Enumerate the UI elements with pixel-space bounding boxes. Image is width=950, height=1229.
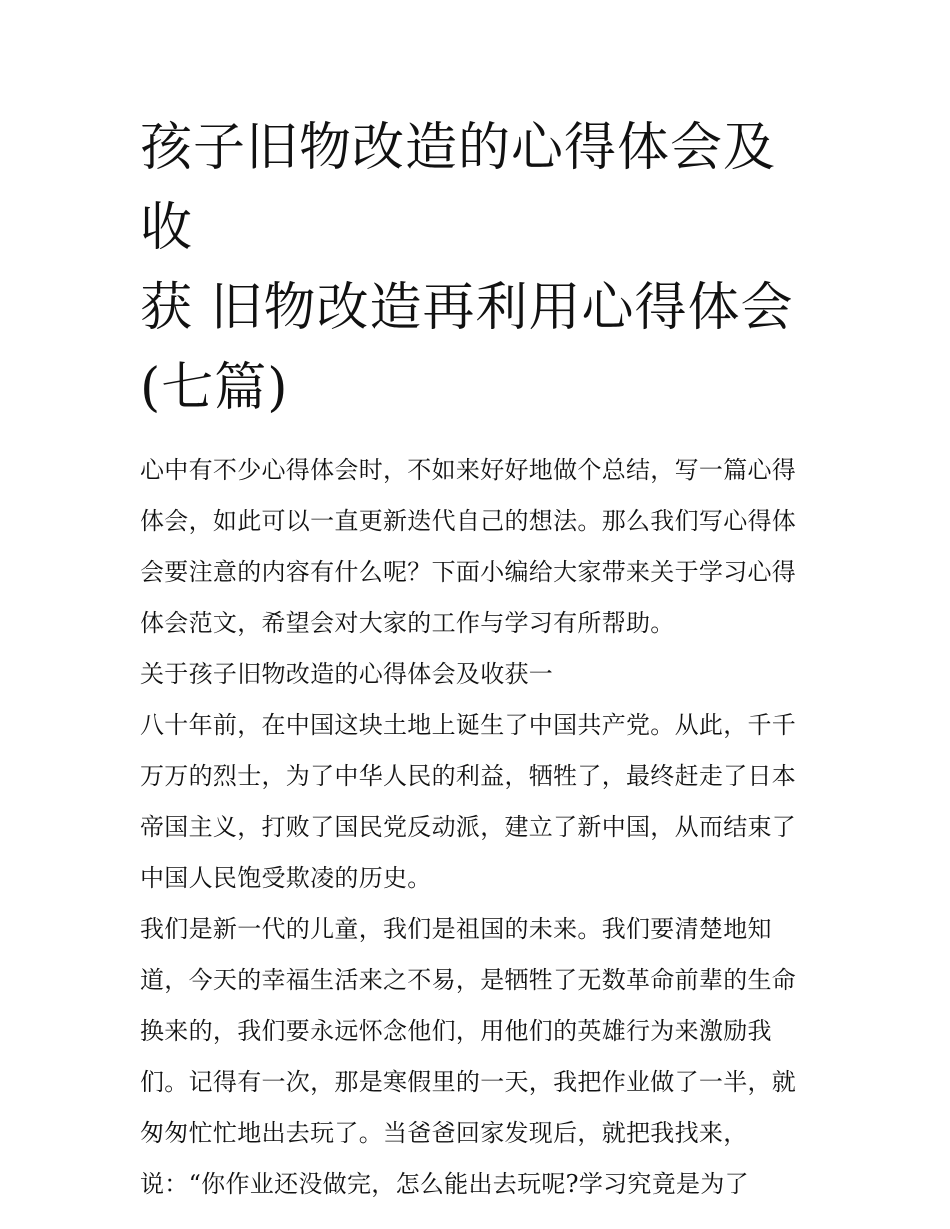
text-line: 心中有不少心得体会时，不如来好好地做个总结，写一篇心得 (140, 456, 797, 484)
document-content (140, 108, 820, 1210)
document-title (140, 108, 820, 428)
text-line: 帝国主义，打败了国民党反动派，建立了新中国，从而结束了 (140, 813, 797, 841)
text-line: 匆匆忙忙地出去玩了。当爸爸回家发现后，就把我找来， (140, 1119, 748, 1147)
text-line: 体会范文，希望会对大家的工作与学习有所帮助。 (140, 609, 675, 637)
text-line: 会要注意的内容有什么呢？下面小编给大家带来关于学习心得 (140, 558, 797, 586)
text-line: 万万的烈士，为了中华人民的利益，牺牲了，最终赶走了日本 (140, 762, 797, 790)
title-line: 获 旧物改造再利用心得体会 (140, 278, 794, 338)
section-heading (140, 649, 820, 700)
text-line: 们。记得有一次，那是寒假里的一天，我把作业做了一半，就 (140, 1068, 797, 1096)
text-line: 我们是新一代的儿童，我们是祖国的未来。我们要清楚地知 (140, 915, 772, 943)
title-line: 孩子旧物改造的心得体会及收 (140, 118, 777, 258)
history-paragraph (140, 700, 820, 904)
text-line: 体会，如此可以一直更新迭代自己的想法。那么我们写心得体 (140, 507, 797, 535)
text-line: 中国人民饱受欺凌的历史。 (140, 864, 432, 892)
text-line: 关于孩子旧物改造的心得体会及收获一 (140, 660, 554, 688)
title-line: (七篇) (140, 358, 289, 418)
text-line: 换来的，我们要永远怀念他们，用他们的英雄行为来激励我 (140, 1017, 772, 1045)
document-body (140, 445, 820, 1210)
text-line: 道，今天的幸福生活来之不易，是牺牲了无数革命前辈的生命 (140, 966, 797, 994)
text-line: 八十年前，在中国这块土地上诞生了中国共产党。从此，千千 (140, 711, 797, 739)
intro-paragraph (140, 445, 820, 649)
text-line: 说：“你作业还没做完，怎么能出去玩呢?学习究竟是为了 (140, 1170, 749, 1198)
story-paragraph (140, 904, 820, 1210)
